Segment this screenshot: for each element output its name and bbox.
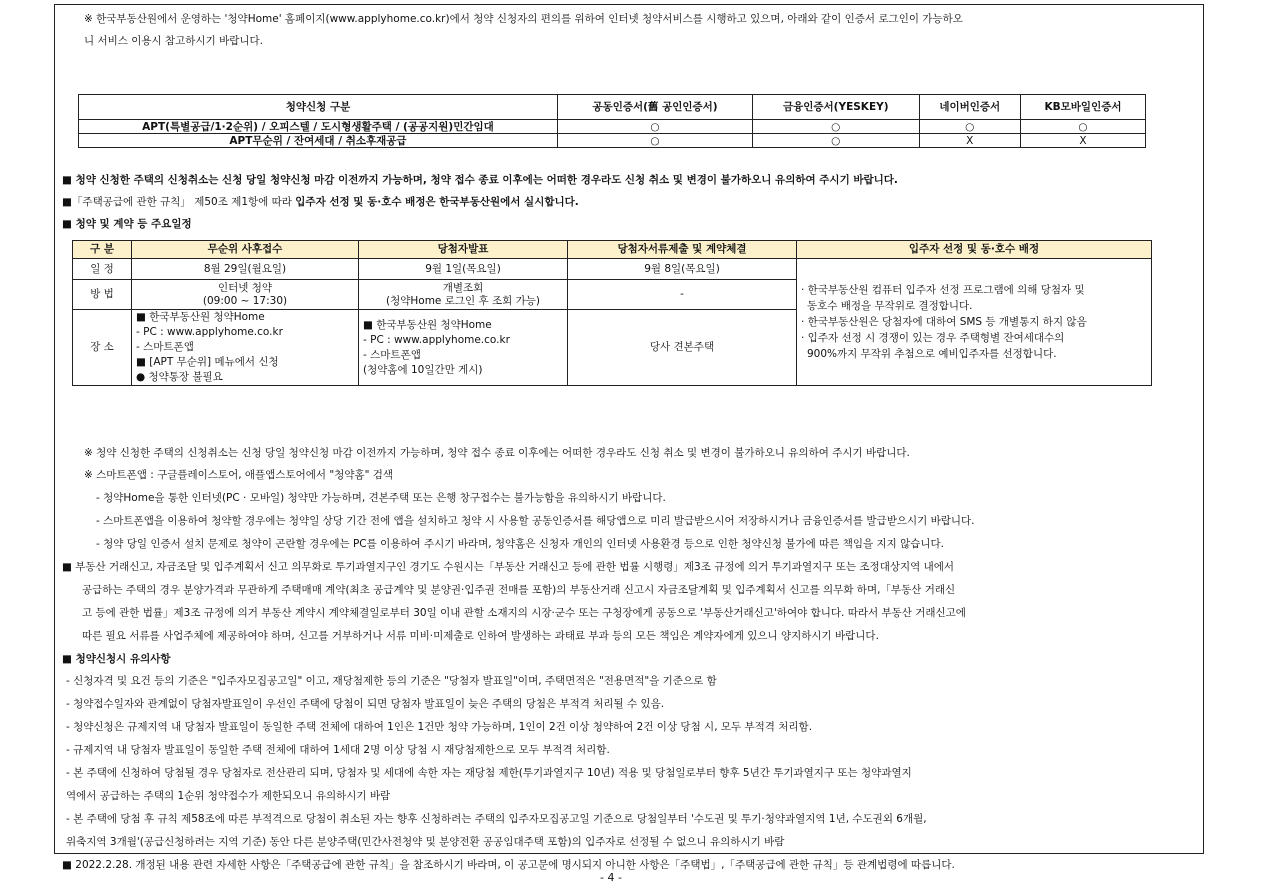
method-line: (09:00 ~ 17:30) bbox=[202, 294, 288, 307]
cert-header-type: 청약신청 구분 bbox=[79, 95, 558, 120]
final-notice: ■ 2022.2.28. 개정된 내용 관련 자세한 사항은「주택공급에 관한 규칙」을 참조하시기 바라며, 이 공고문에 명시되지 아니한 사항은「주택법」,「주택공급에 관한 규칙」등 관계법령에 따릅니다. bbox=[62, 859, 955, 871]
assign-line: 900%까지 무작위 추첨으로 예비입주자를 선정합니다. bbox=[807, 348, 1057, 360]
assign-line: · 한국부동산원 컴퓨터 입주자 선정 프로그램에 의해 당첨자 및 bbox=[801, 284, 1085, 296]
place-line: - PC : www.applyhome.co.kr bbox=[363, 333, 510, 346]
notice-cancel: ■ 청약 신청한 주택의 신청취소는 신청 당일 청약신청 마감 이전까지 가능하며, 청약 접수 종료 이후에는 어떠한 경우라도 신청 취소 및 변경이 불가하오니 유의하여 주시기 바랍니다. bbox=[62, 174, 898, 186]
caution-line: - 신청자격 및 요건 등의 기준은 "입주자모집공고일" 이고, 재당첨제한 등의 기준은 "당첨자 발표일"이며, 주택면적은 "전용면적"을 기준으로 함 bbox=[66, 675, 717, 687]
note-line: - 스마트폰앱을 이용하여 청약할 경우에는 청약일 상당 기간 전에 앱을 설치하고 청약 시 사용할 공동인증서를 해당앱으로 미리 발급받으시어 저장하시거나 금융인증서를 발급받으시기 바랍니다. bbox=[96, 515, 975, 527]
schedule-header: 무순위 사후접수 bbox=[132, 241, 359, 259]
certificate-table bbox=[78, 94, 1146, 148]
place-line: ■ [APT 무순위] 메뉴에서 신청 bbox=[136, 356, 279, 368]
notice-assignment-prefix: ■「주택공급에 관한 규칙」 제50조 제1항에 따라 bbox=[62, 196, 296, 208]
caution-title: ■ 청약신청시 유의사항 bbox=[62, 653, 171, 665]
caution-line: - 규제지역 내 당첨자 발표일이 동일한 주택 전체에 대하여 1세대 2명 이상 당첨 시 재당첨제한으로 모두 부적격 처리함. bbox=[66, 744, 610, 756]
cert-cell: ○ bbox=[558, 134, 753, 148]
schedule-header: 당첨자서류제출 및 계약체결 bbox=[568, 241, 797, 259]
caution-line: - 본 주택에 당첨 후 규칙 제58조에 따른 부적격으로 당첨이 취소된 자는 향후 신청하려는 주택의 입주자모집공고일 기준으로 당첨일부터 '수도권 및 투기·청약과열지역 1년, 수도권외 6개월, bbox=[66, 813, 927, 825]
schedule-title: ■ 청약 및 계약 등 주요일정 bbox=[62, 218, 192, 230]
realestate-line: 따른 필요 서류를 사업주체에 제공하여야 하며, 신고를 거부하거나 서류 미비·미제출로 인하여 발생하는 과태료 부과 등의 모든 책임은 계약자에게 있으니 양지하시기 바랍니다. bbox=[82, 630, 879, 642]
assign-line: · 입주자 선정 시 경쟁이 있는 경우 주택형별 잔여세대수의 bbox=[801, 332, 1065, 344]
assign-line: · 한국부동산원은 당첨자에 대하여 SMS 등 개별통지 하지 않음 bbox=[801, 316, 1087, 328]
cert-header-joint: 공동인증서(舊 공인인증서) bbox=[558, 95, 753, 120]
place-line: - PC : www.applyhome.co.kr bbox=[136, 326, 283, 338]
cert-header-naver: 네이버인증서 bbox=[919, 95, 1021, 120]
cert-cell: ○ bbox=[1021, 120, 1146, 134]
caution-line: 역에서 공급하는 주택의 1순위 청약접수가 제한되오니 유의하시기 바람 bbox=[66, 790, 391, 802]
cert-cell: ○ bbox=[753, 120, 920, 134]
method-line: (청약Home 로그인 후 조회 가능) bbox=[386, 294, 540, 307]
schedule-cell: - bbox=[568, 280, 797, 310]
place-line: (청약홈에 10일간만 게시) bbox=[363, 363, 483, 376]
schedule-header: 구 분 bbox=[73, 241, 132, 259]
note-line: ※ 청약 신청한 주택의 신청취소는 신청 당일 청약신청 마감 이전까지 가능하며, 청약 접수 종료 이후에는 어떠한 경우라도 신청 취소 및 변경이 불가하오니 유의하여 주시기 바랍니다. bbox=[84, 447, 910, 459]
page-number: - 4 - bbox=[600, 871, 622, 884]
schedule-cell bbox=[132, 310, 359, 386]
method-line: 인터넷 청약 bbox=[217, 281, 273, 294]
caution-line: - 본 주택에 신청하여 당첨될 경우 당첨자로 전산관리 되며, 당첨자 및 세대에 속한 자는 재당첨 제한(투기과열지구 10년) 적용 및 당첨일로부터 향후 5년간 투기과열지구 또는 청약과열지 bbox=[66, 767, 912, 779]
place-line: ■ 한국부동산원 청약Home bbox=[363, 318, 492, 331]
cert-cell: APT(특별공급/1·2순위) / 오피스텔 / 도시형생활주택 / (공공지원)민간임대 bbox=[79, 120, 558, 134]
table-row bbox=[79, 120, 1146, 134]
schedule-cell bbox=[359, 280, 568, 310]
caution-line: 위축지역 3개월'(공급신청하려는 지역 기준) 동안 다른 분양주택(민간사전청약 및 분양전환 공공임대주택 포함)의 입주자로 선정될 수 없으니 유의하시기 바람 bbox=[66, 836, 785, 848]
intro-line-2: 니 서비스 이용시 참고하시기 바랍니다. bbox=[84, 35, 263, 47]
method-line: 개별조회 bbox=[442, 281, 484, 294]
caution-line: - 청약신청은 규제지역 내 당첨자 발표일이 동일한 주택 전체에 대하여 1인은 1건만 청약 가능하며, 1인이 2건 이상 청약하여 2건 이상 당첨 시, 모두 부적격 처리함. bbox=[66, 721, 813, 733]
cert-cell: X bbox=[919, 134, 1021, 148]
assign-line: 동호수 배정을 무작위로 결정합니다. bbox=[807, 300, 973, 312]
cert-cell: APT무순위 / 잔여세대 / 취소후재공급 bbox=[79, 134, 558, 148]
schedule-cell: 9월 1일(목요일) bbox=[359, 259, 568, 280]
note-line: ※ 스마트폰앱 : 구글플레이스토어, 애플앱스토어에서 "청약홈" 검색 bbox=[84, 469, 394, 481]
schedule-header: 당첨자발표 bbox=[359, 241, 568, 259]
row-label: 일 정 bbox=[73, 259, 132, 280]
cert-cell: ○ bbox=[558, 120, 753, 134]
cert-header-financial: 금융인증서(YESKEY) bbox=[753, 95, 920, 120]
notice-assignment-bold: 입주자 선정 및 동·호수 배정은 한국부동산원에서 실시합니다. bbox=[295, 196, 579, 208]
row-label: 장 소 bbox=[73, 310, 132, 386]
place-line: - 스마트폰앱 bbox=[363, 348, 421, 361]
realestate-line: ■ 부동산 거래신고, 자금조달 및 입주계획서 신고 의무화로 투기과열지구인 경기도 수원시는「부동산 거래신고 등에 관한 법률 시행령」제3조 규정에 의거 투기과열지구 또는 조정대상지역 내에서 bbox=[62, 561, 955, 573]
cert-cell: ○ bbox=[753, 134, 920, 148]
schedule-cell bbox=[132, 280, 359, 310]
schedule-cell: 당사 견본주택 bbox=[568, 310, 797, 386]
table-row bbox=[73, 259, 1152, 280]
cert-header-kb: KB모바일인증서 bbox=[1021, 95, 1146, 120]
caution-line: - 청약접수일자와 관계없이 당첨자발표일이 우선인 주택에 당첨이 되면 당첨자 발표일이 늦은 주택의 당첨은 부적격 처리될 수 있음. bbox=[66, 698, 665, 710]
place-line: ● 청약통장 불필요 bbox=[136, 371, 223, 383]
schedule-table bbox=[72, 240, 1152, 386]
table-row bbox=[79, 134, 1146, 148]
assignment-cell bbox=[797, 259, 1152, 386]
intro-line-1: ※ 한국부동산원에서 운영하는 '청약Home' 홈페이지(www.applyhome.co.kr)에서 청약 신청자의 편의를 위하여 인터넷 청약서비스를 시행하고 있으며, 아래와 같이 인증서 로그인이 가능하오 bbox=[84, 13, 963, 25]
note-line: - 청약 당일 인증서 설치 문제로 청약이 곤란할 경우에는 PC를 이용하여 주시기 바라며, 청약홈은 신청자 개인의 인터넷 사용환경 등으로 인한 청약신청 불가에 따른 책임을 지지 않습니다. bbox=[96, 538, 945, 550]
schedule-cell: 9월 8일(목요일) bbox=[568, 259, 797, 280]
cert-cell: ○ bbox=[919, 120, 1021, 134]
place-line: - 스마트폰앱 bbox=[136, 341, 194, 353]
row-label: 방 법 bbox=[73, 280, 132, 310]
realestate-line: 공급하는 주택의 경우 분양가격과 무관하게 주택매매 계약(최초 공급계약 및 분양권·입주권 전매를 포함)의 부동산거래 신고시 자금조달계획 및 입주계획서 신고를 의무화 하며,「부동산 거래신 bbox=[82, 584, 956, 596]
note-line: - 청약Home을 통한 인터넷(PC · 모바일) 청약만 가능하며, 견본주택 또는 은행 창구접수는 불가능함을 유의하시기 바랍니다. bbox=[96, 492, 666, 504]
schedule-header: 입주자 선정 및 동·호수 배정 bbox=[797, 241, 1152, 259]
schedule-cell: 8월 29일(월요일) bbox=[132, 259, 359, 280]
cert-cell: X bbox=[1021, 134, 1146, 148]
realestate-line: 고 등에 관한 법률」제3조 규정에 의거 부동산 계약시 계약체결일로부터 30일 이내 관할 소재지의 시장·군수 또는 구청장에게 공동으로 '부동산거래신고'하여야 합니다. 따라서 부동산 거래신고에 bbox=[82, 607, 966, 619]
schedule-cell bbox=[359, 310, 568, 386]
notice-assignment bbox=[62, 193, 579, 211]
place-line: ■ 한국부동산원 청약Home bbox=[136, 311, 265, 323]
